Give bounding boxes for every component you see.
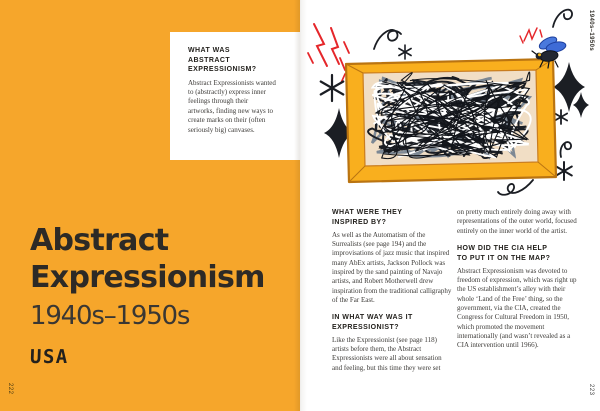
- section-body: Abstract Expressionism was devoted to freedom of expression, which was right up the US establishment’s alley with their whole ‘Land of the Free’ thing, so the government, via the CIA, created the Congress for Cultural Freedom in 1950, which promoted the movement internationally (and wasn’t revealed as a CIA intervention until 1966).: [457, 266, 577, 350]
- page-number-right: 223: [588, 384, 594, 396]
- squiggle-icon: [560, 142, 571, 157]
- sparkle-icon: [555, 110, 567, 124]
- text-column-2: [457, 208, 577, 359]
- sparkle-icon: [321, 75, 344, 101]
- chapter-date-range: 1940s–1950s: [30, 301, 190, 331]
- sparkle-icon: [556, 162, 572, 180]
- right-page: [300, 0, 600, 411]
- squiggle-icon: [553, 10, 572, 27]
- section-body: As well as the Automatism of the Surrealists (see page 194) and the improvisations of jazz music that inspired many AbEx artists, Jackson Pollock was inspired by the sand painting of Navajo artists, and Robert Motherwell drew inspiration from the traditional calligraphy of the Far East.: [332, 230, 452, 304]
- squiggle-icon: [498, 180, 533, 195]
- red-zap-icon: [308, 24, 349, 83]
- sparkle-icon: [399, 45, 411, 59]
- squiggle-icon: [374, 30, 401, 49]
- chapter-title-block: [30, 222, 265, 368]
- edge-date-label: 1940s–1950s: [588, 10, 594, 52]
- info-box-heading: WHAT WAS ABSTRACT EXPRESSIONISM?: [188, 47, 257, 73]
- chapter-title-line2: Expressionism: [30, 260, 265, 295]
- section-body: Like the Expressionist (see page 118) artists before them, the Abstract Expressionists were all about sensation and feeling, but this time they were set: [332, 335, 442, 372]
- section-heading-inspired: WHAT WERE THEY INSPIRED BY?: [332, 209, 403, 226]
- page-number-left: 222: [7, 383, 13, 395]
- section-body: on pretty much entirely doing away with representations of the outer world, focused entirely on the inner world of the artist.: [457, 208, 577, 235]
- chapter-country: USA: [29, 346, 70, 368]
- scribbles: [368, 72, 531, 159]
- section-heading-cia: HOW DID THE CIA HELP TO PUT IT ON THE MAP?: [457, 245, 551, 262]
- info-box: [170, 32, 300, 160]
- section-heading-expressionist: IN WHAT WAY WAS IT EXPRESSIONIST?: [332, 314, 413, 331]
- text-column-1: [332, 208, 452, 381]
- diamond-icon: [573, 92, 589, 118]
- chapter-title-line1: Abstract: [30, 223, 169, 258]
- info-box-body: Abstract Expressionists wanted to (abstractly) express inner feelings through their artworks, finding new ways to create marks on their (often seriously big) canvases.: [188, 78, 276, 134]
